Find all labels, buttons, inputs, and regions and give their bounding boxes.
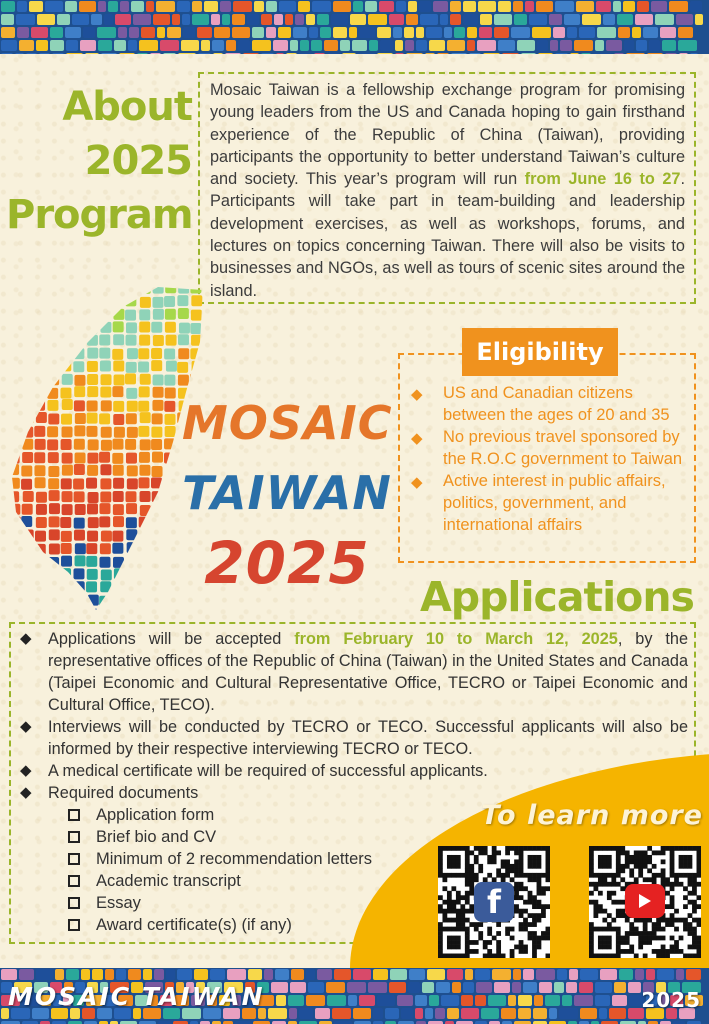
application-item (18, 760, 688, 782)
document-text: Application form (96, 806, 215, 824)
eligibility-text: US and Canadian citizens between the ages of 20 and 35 (443, 384, 670, 424)
document-text: Essay (96, 894, 141, 912)
document-item (66, 804, 372, 826)
applications-list (18, 628, 688, 804)
youtube-qr-code[interactable] (589, 846, 701, 958)
application-dates: from February 10 to March 12, 2025 (294, 630, 618, 648)
mosaic-banner-top (0, 0, 709, 54)
play-triangle-icon (639, 894, 651, 908)
application-item (18, 716, 688, 760)
document-item (66, 914, 372, 936)
checkbox-square-icon (68, 897, 80, 909)
application-text: Required documents (48, 784, 199, 802)
facebook-icon (474, 882, 514, 922)
document-text: Brief bio and CV (96, 828, 217, 846)
learn-more-title: To learn more (481, 800, 703, 831)
applications-title: Applications (420, 573, 694, 621)
taiwan-mosaic-map (8, 282, 208, 612)
checkbox-square-icon (68, 875, 80, 887)
document-text: Minimum of 2 recommendation letters (96, 850, 373, 868)
application-item (18, 628, 688, 716)
about-text: . Participants will take part in team-building and leadership development exercises, as well as workshops, forums, and lectures on topics concerning Taiwan. There will also be visits to businesses and NGOs, as well as tours of scenic sites around the island. (210, 170, 685, 300)
program-dates: from June 16 to 27 (524, 170, 681, 189)
logo-line: 2025 (204, 529, 370, 597)
footer-brand: MOSAIC TAIWAN (8, 982, 265, 1011)
document-item (66, 848, 372, 870)
document-text: Academic transcript (96, 872, 241, 890)
eligibility-text: Active interest in public affairs, politics, government, and international affairs (443, 472, 666, 534)
about-text: Mosaic Taiwan is a fellowship exchange program for promising young leaders from the US and Canada hoping to gain firsthand experience of the Republic of China (Taiwan), providing participants the opportunity to better understand Taiwan’s culture and society. This year’s program will run (210, 81, 685, 189)
footer-year: 2025 (641, 988, 701, 1012)
checkbox-square-icon (68, 831, 80, 843)
about-title-line: Program (6, 192, 193, 238)
diamond-bullet-icon: ◆ (411, 474, 423, 491)
about-title-line: 2025 (84, 138, 192, 184)
application-text: , by the representative offices of the Republic of China (Taiwan) in the United States and Canada (Taipei Economic and Cultural Representative Office, TECRO or Taipei Economic and Cultural Office, TECO). (48, 630, 688, 714)
checkbox-square-icon (68, 919, 80, 931)
application-text: A medical certificate will be required of successful applicants. (48, 762, 488, 780)
application-text: Applications will be accepted (48, 630, 295, 648)
checkbox-square-icon (68, 809, 80, 821)
mosaic-taiwan-logo (182, 388, 392, 598)
diamond-bullet-icon: ◆ (411, 430, 423, 447)
eligibility-text: No previous travel sponsored by the R.O.C government to Taiwan (443, 428, 683, 468)
facebook-qr-code[interactable] (438, 846, 550, 958)
diamond-bullet-icon: ◆ (20, 718, 32, 735)
eligibility-heading: Eligibility (462, 328, 618, 376)
eligibility-item (408, 382, 693, 426)
about-title (6, 80, 192, 242)
document-item (66, 892, 372, 914)
facebook-glyph: f (487, 883, 501, 921)
required-documents-list (66, 804, 372, 936)
eligibility-item (408, 470, 693, 536)
checkbox-square-icon (68, 853, 80, 865)
diamond-bullet-icon: ◆ (20, 784, 32, 801)
application-text: Interviews will be conducted by TECRO or TECO. Successful applicants will also be informed by their respective interviewing TECRO or TECO. (48, 718, 688, 758)
about-title-line: About (62, 84, 192, 130)
youtube-icon (625, 884, 665, 918)
about-description (198, 72, 696, 304)
diamond-bullet-icon: ◆ (20, 762, 32, 779)
document-item (66, 870, 372, 892)
eligibility-item (408, 426, 693, 470)
document-item (66, 826, 372, 848)
diamond-bullet-icon: ◆ (411, 386, 423, 403)
logo-line: TAIWAN (182, 466, 392, 520)
document-text: Award certificate(s) (if any) (96, 916, 292, 934)
diamond-bullet-icon: ◆ (20, 630, 32, 647)
eligibility-list (408, 382, 693, 536)
logo-line: MOSAIC (182, 396, 393, 450)
